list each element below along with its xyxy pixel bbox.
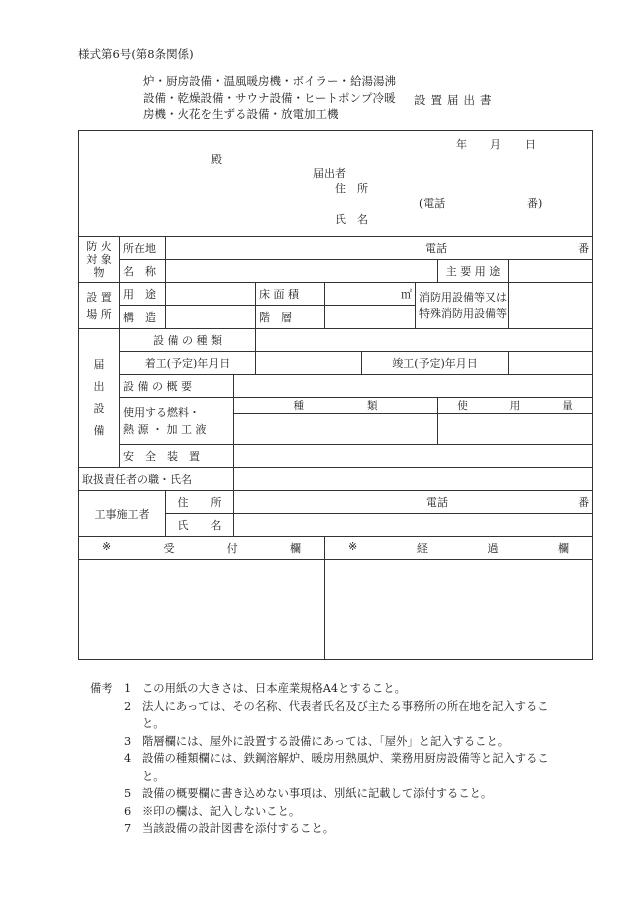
main-use-field[interactable] [509, 260, 593, 283]
contractor-phone-label: 電話 [426, 496, 448, 509]
progress-field [325, 560, 593, 660]
floor-area-field[interactable] [325, 283, 416, 306]
outline-field[interactable] [234, 375, 593, 398]
form-number: 様式第6号(第8条関係) [78, 47, 194, 61]
note-item: 1 この用紙の大きさは、日本産業規格A4とすること。 [124, 682, 406, 695]
notes [90, 680, 550, 838]
fire-equipment-field[interactable] [509, 283, 593, 329]
floor-area-label: 床 面 積 [256, 283, 325, 306]
title-suffix: 設置届出書 [414, 93, 497, 107]
note-item: 3 階層欄には、屋外に設置する設備にあっては、「屋外」と記入すること。 [124, 734, 510, 748]
equipment-group-label: 届 出 設 備 [79, 329, 120, 468]
contractor-label: 工事施工者 [79, 491, 166, 537]
target-name-field[interactable] [166, 260, 438, 283]
safety-device-label: 安 全 装 置 [120, 445, 234, 468]
equipment-kind-label: 設 備 の 種 類 [120, 329, 256, 352]
fuel-label: 使用する燃料・ 熱 源 ・ 加 工 液 [120, 398, 234, 445]
fuel-type-field[interactable] [234, 414, 438, 445]
contractor-address-label: 住 所 [166, 491, 234, 514]
location-phone-suffix: 番 [578, 242, 590, 255]
progress-header: ※ 経 過 欄 [325, 537, 593, 560]
area-unit: ㎡ [401, 288, 412, 301]
location-field[interactable] [166, 237, 593, 260]
title-line-3: 房機・火花を生ずる設備・放電加工機 [143, 107, 339, 121]
floor-label: 階 層 [256, 306, 325, 329]
manager-field[interactable] [234, 468, 593, 491]
location-phone-label: 電話 [425, 242, 447, 255]
reception-field [79, 560, 325, 660]
notifier-phone-close: 番) [527, 197, 543, 210]
structure-field[interactable] [166, 306, 256, 329]
title-line-1: 炉・厨房設備・温風暖房機・ボイラー・給湯湯沸 [143, 74, 396, 88]
note-item: 6 ※印の欄は、記入しないこと。 [124, 804, 301, 818]
floor-field[interactable] [325, 306, 416, 329]
contractor-name-label: 氏 名 [166, 514, 234, 537]
note-item: 4 設備の種類欄には、鉄鋼溶解炉、暖房用熱風炉、業務用厨房設備等と記入すること。 [124, 752, 549, 783]
contractor-name-field[interactable] [234, 514, 593, 537]
contractor-phone-suffix: 番 [578, 496, 590, 509]
structure-label: 構 造 [120, 306, 166, 329]
start-date-label: 着工(予定)年月日 [120, 352, 256, 375]
date-year: 年 [456, 138, 467, 151]
fuel-amount-header: 使 用 量 [438, 398, 593, 414]
target-name-label: 名 称 [120, 260, 166, 283]
reception-header: ※ 受 付 欄 [79, 537, 325, 560]
use-label: 用 途 [120, 283, 166, 306]
notification-form [78, 130, 593, 660]
safety-device-field[interactable] [234, 445, 593, 468]
target-group-label: 防 火 対 象 物 [79, 237, 120, 283]
start-date-field[interactable] [256, 352, 362, 375]
notes-label: 備考 [90, 682, 113, 695]
title-line-2: 設備・乾燥設備・サウナ設備・ヒートポンプ冷暖 [143, 90, 396, 105]
date-month: 月 [490, 138, 501, 151]
place-group-label: 設 置 場 所 [79, 283, 120, 329]
addressee-suffix: 殿 [211, 153, 222, 166]
notifier-address-label: 住 所 [335, 182, 368, 195]
main-use-label: 主 要 用 途 [438, 260, 509, 283]
complete-date-label: 竣工(予定)年月日 [362, 352, 509, 375]
fire-equipment-label: 消防用設備等又は 特殊消防用設備等 [416, 283, 509, 329]
note-item: 7 当該設備の設計図書を添付すること。 [124, 822, 335, 835]
contractor-address-field[interactable] [234, 491, 593, 514]
note-item: 2 法人にあっては、その名称、代表者氏名及び主たる事務所の所在地を記入すること。 [124, 699, 549, 730]
fuel-type-header: 種 類 [234, 398, 438, 414]
manager-label: 取扱責任者の職・氏名 [79, 468, 234, 491]
note-item: 5 設備の概要欄に書き込めない事項は、別紙に記載して添付すること。 [124, 787, 493, 800]
header-box[interactable] [79, 131, 593, 237]
form-title [143, 73, 396, 123]
date-day: 日 [525, 138, 536, 151]
notifier-phone-open: (電話 [419, 197, 446, 210]
notifier-label: 届出者 [313, 167, 346, 180]
location-label: 所在地 [120, 237, 166, 260]
fuel-amount-field[interactable] [438, 414, 593, 445]
complete-date-field[interactable] [509, 352, 593, 375]
notifier-name-label: 氏 名 [335, 213, 368, 226]
use-field[interactable] [166, 283, 256, 306]
outline-label: 設 備 の 概 要 [120, 375, 234, 398]
equipment-kind-field[interactable] [256, 329, 593, 352]
